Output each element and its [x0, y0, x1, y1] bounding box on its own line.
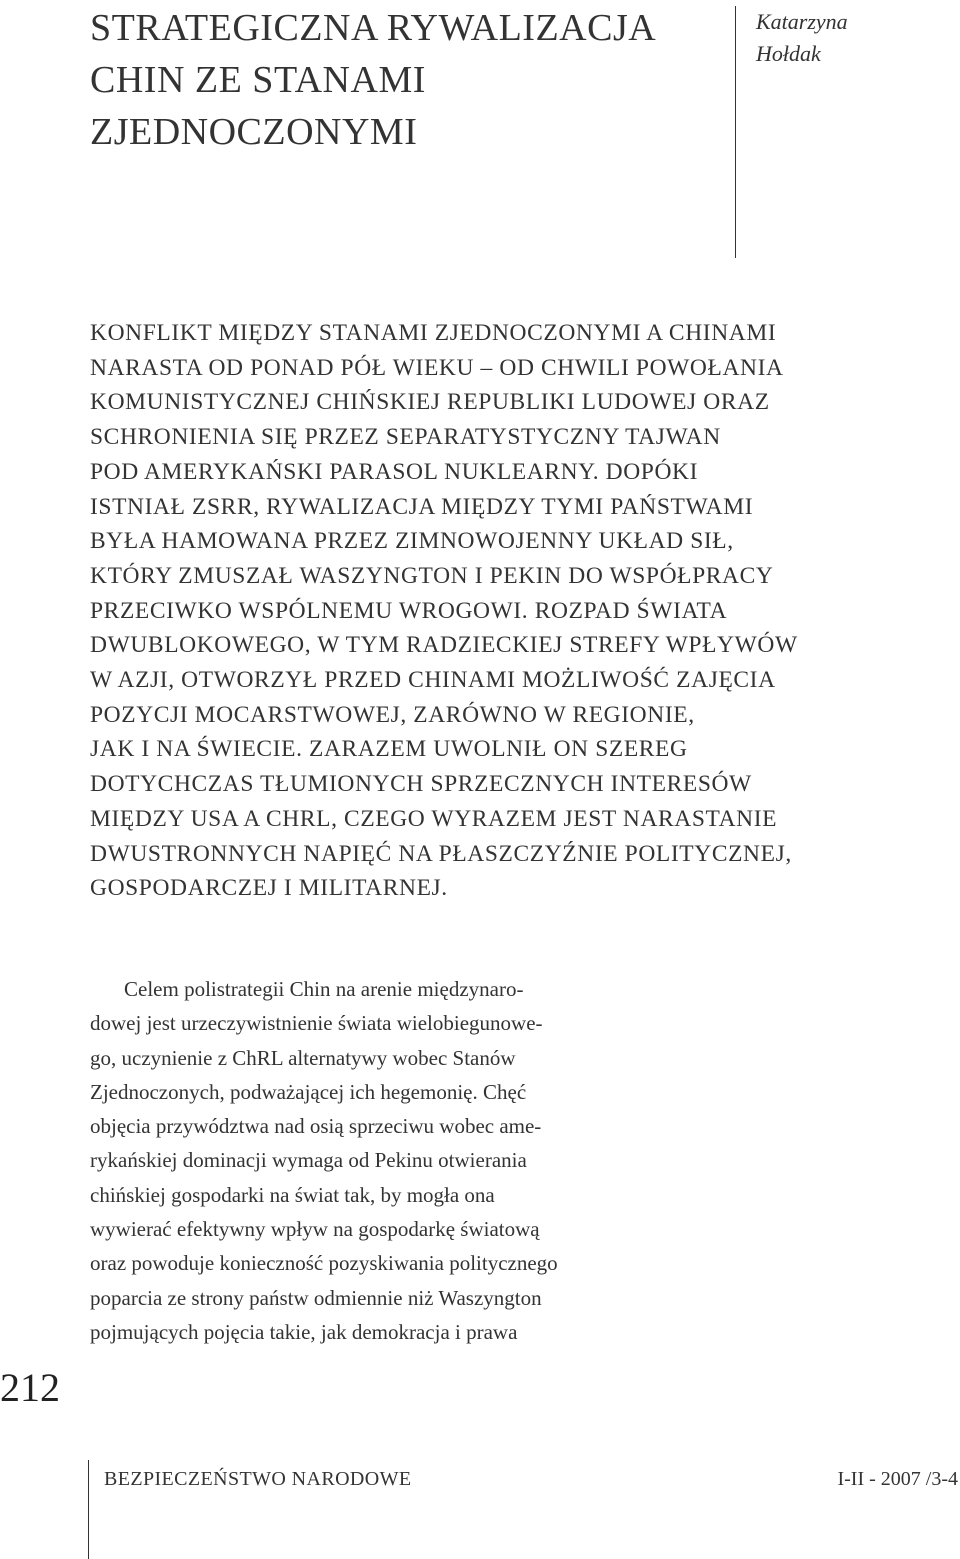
footer-divider [88, 1460, 89, 1559]
lead-line: NARASTA OD PONAD PÓŁ WIEKU – OD CHWILI POWOŁANIA [90, 354, 784, 381]
lead-paragraph [90, 316, 950, 906]
author-first-name: Katarzyna [756, 9, 848, 34]
lead-line: KOMUNISTYCZNEJ CHIŃSKIEJ REPUBLIKI LUDOWEJ ORAZ [90, 389, 770, 416]
lead-line: POZYCJI MOCARSTWOWEJ, ZARÓWNO W REGIONIE, [90, 701, 695, 728]
body-paragraph [90, 972, 730, 1349]
body-line: poparcia ze strony państw odmiennie niż Waszyngton [90, 1285, 542, 1310]
body-line: wywierać efektywny wpływ na gospodarkę światową [90, 1217, 540, 1242]
lead-line: BYŁA HAMOWANA PRZEZ ZIMNOWOJENNY UKŁAD SIŁ, [90, 528, 734, 555]
lead-line: DWUSTRONNYCH NAPIĘĆ NA PŁASZCZYŹNIE POLITYCZNEJ, [90, 840, 792, 867]
lead-line: KTÓRY ZMUSZAŁ WASZYNGTON I PEKIN DO WSPÓŁPRACY [90, 562, 774, 589]
lead-line: KONFLIKT MIĘDZY STANAMI ZJEDNOCZONYMI A CHINAMI [90, 320, 777, 346]
body-line: objęcia przywództwa nad osią sprzeciwu wobec ame- [90, 1114, 542, 1139]
header-divider [735, 6, 736, 258]
body-line: chińskiej gospodarki na świat tak, by mogła ona [90, 1182, 495, 1207]
body-line: dowej jest urzeczywistnienie świata wielobiegunowe- [90, 1011, 543, 1036]
article-title [90, 2, 730, 158]
lead-line: DWUBLOKOWEGO, W TYM RADZIECKIEJ STREFY WPŁYWÓW [90, 632, 798, 659]
body-line: rykańskiej dominacji wymaga od Pekinu otwierania [90, 1148, 527, 1173]
body-line: oraz powoduje konieczność pozyskiwania politycznego [90, 1251, 558, 1276]
issue-number: I-II - 2007 /3-4 [837, 1468, 958, 1490]
body-line: Zjednoczonych, podważającej ich hegemonię. Chęć [90, 1079, 527, 1104]
lead-line: W AZJI, OTWORZYŁ PRZED CHINAMI MOŻLIWOŚĆ ZAJĘCIA [90, 667, 776, 694]
lead-line: ISTNIAŁ ZSRR, RYWALIZACJA MIĘDZY TYMI PAŃSTWAMI [90, 493, 754, 520]
page-number: 212 [0, 1365, 60, 1410]
title-line: STRATEGICZNA RYWALIZACJA [90, 7, 657, 49]
lead-line: DOTYCHCZAS TŁUMIONYCH SPRZECZNYCH INTERESÓW [90, 771, 752, 798]
author-name [756, 6, 848, 70]
body-line: go, uczynienie z ChRL alternatywy wobec Stanów [90, 1045, 516, 1070]
lead-line: GOSPODARCZEJ I MILITARNEJ. [90, 875, 448, 902]
lead-line: PRZECIWKO WSPÓLNEMU WROGOWI. ROZPAD ŚWIATA [90, 597, 728, 624]
lead-line: POD AMERYKAŃSKI PARASOL NUKLEARNY. DOPÓKI [90, 458, 699, 485]
lead-line: SCHRONIENIA SIĘ PRZEZ SEPARATYSTYCZNY TAJWAN [90, 424, 721, 451]
body-line: pojmujących pojęcia takie, jak demokracja i prawa [90, 1319, 518, 1344]
title-line: CHIN ZE STANAMI [90, 59, 426, 101]
author-last-name: Hołdak [756, 41, 821, 66]
title-line: ZJEDNOCZONYMI [90, 111, 418, 153]
body-line: Celem polistrategii Chin na arenie międzynaro- [124, 977, 524, 1001]
lead-line: JAK I NA ŚWIECIE. ZARAZEM UWOLNIŁ ON SZEREG [90, 736, 688, 763]
lead-line: MIĘDZY USA A CHRL, CZEGO WYRAZEM JEST NARASTANIE [90, 805, 778, 832]
journal-name: BEZPIECZEŃSTWO NARODOWE [104, 1468, 412, 1490]
